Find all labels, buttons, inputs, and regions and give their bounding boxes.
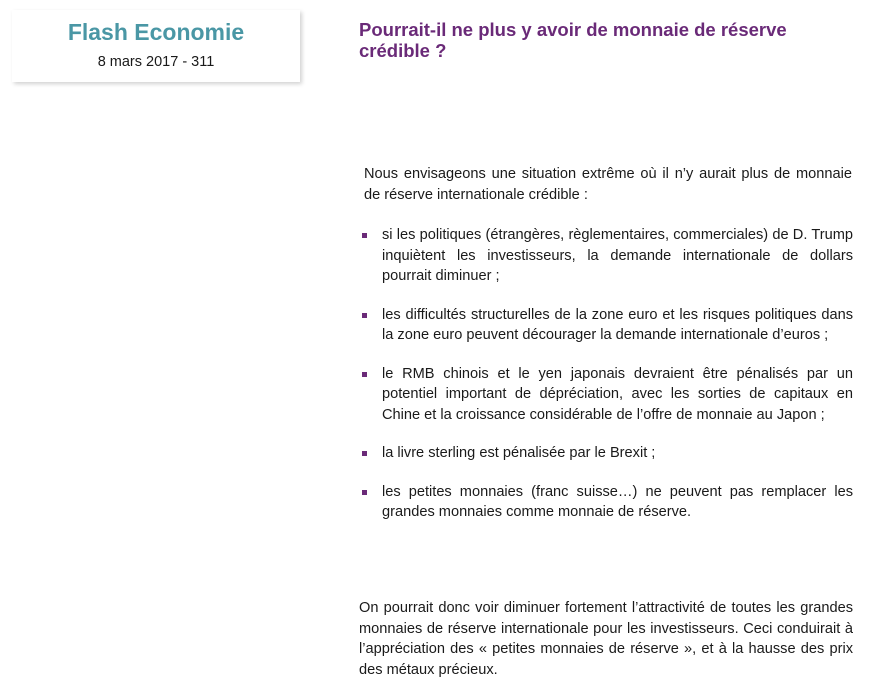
intro-paragraph: Nous envisageons une situation extrême où il n’y aurait plus de monnaie de réserve internationale crédible :: [364, 166, 852, 203]
bullet-item: [362, 225, 853, 287]
bullet-text: les petites monnaies (franc suisse…) ne peuvent pas remplacer les grandes monnaies comme monnaie de réserve.: [382, 483, 853, 520]
brand-title: Flash Economie: [67, 19, 245, 45]
bullet-text: la livre sterling est pénalisée par le Brexit ;: [382, 445, 656, 461]
square-bullet-icon: [362, 233, 367, 238]
conclusion-paragraph: On pourrait donc voir diminuer fortement l’attractivité de toutes les grandes monnaies de réserve internationale pour les investisseurs. Ceci conduirait à l’appréciation des « petites monnaies de réserve », et à la hausse des prix des métaux précieux.: [359, 600, 853, 678]
bullet-item: [362, 482, 853, 523]
issue-date: 8 mars 2017 - 311: [97, 54, 215, 70]
bullet-text: si les politiques (étrangères, règlementaires, commerciales) de D. Trump inquiètent les investisseurs, la demande internationale de dollars pourrait diminuer ;: [382, 227, 853, 284]
square-bullet-icon: [362, 313, 367, 318]
article-title: Pourrait-il ne plus y avoir de monnaie de réserve crédible ?: [359, 19, 787, 61]
bullet-item: [362, 364, 853, 426]
bullet-text: le RMB chinois et le yen japonais devraient être pénalisés par un potentiel important de dépréciation, avec les sorties de capitaux en Chine et la croissance considérable de l’offre de monnaie au Japon ;: [382, 365, 853, 423]
header-box: [12, 10, 300, 82]
square-bullet-icon: [362, 490, 367, 495]
bullet-item: [362, 305, 853, 346]
square-bullet-icon: [362, 372, 367, 377]
bullet-list: [362, 225, 853, 541]
bullet-item: [362, 443, 853, 464]
square-bullet-icon: [362, 451, 367, 456]
bullet-text: les difficultés structurelles de la zone euro et les risques politiques dans la zone euro peuvent décourager la demande internationale d’euros ;: [382, 306, 853, 343]
